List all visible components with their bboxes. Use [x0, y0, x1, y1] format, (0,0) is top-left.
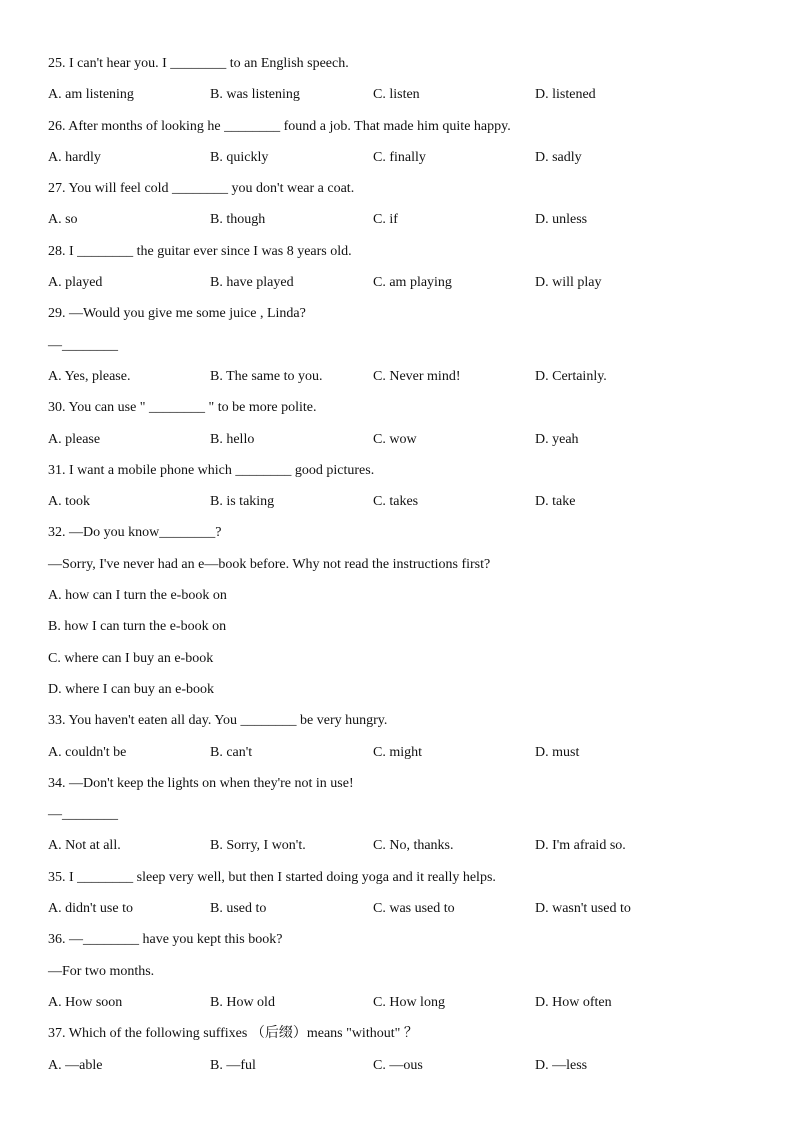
options-row — [48, 992, 768, 1023]
option-c: C. might — [373, 744, 423, 760]
option-a: A. please — [48, 431, 101, 447]
question-stem: 28. I ________ the guitar ever since I was 8 years old. — [48, 243, 352, 259]
option-c: C. How long — [373, 994, 445, 1010]
options-row — [48, 366, 768, 397]
option-d: D. unless — [535, 212, 588, 228]
option-a: A. am listening — [48, 87, 134, 103]
option-b: B. is taking — [210, 494, 275, 510]
options-row — [48, 272, 768, 303]
option-c: C. wow — [373, 431, 417, 447]
option-d: D. wasn't used to — [535, 901, 631, 917]
question-stem: 32. —Do you know________? — [48, 525, 222, 541]
question-3 — [48, 178, 768, 241]
option-c: C. Never mind! — [373, 368, 461, 384]
option-d: D. where I can buy an e-book — [48, 681, 214, 697]
exam-questions — [48, 53, 768, 1086]
option-a: A. took — [48, 494, 90, 510]
options-row — [48, 835, 768, 866]
options-row — [48, 1055, 768, 1086]
dialogue-line: —For two months. — [48, 963, 155, 979]
option-a: A. Not at all. — [48, 838, 121, 854]
option-d: D. listened — [535, 87, 596, 103]
question-7 — [48, 460, 768, 523]
question-stem: 37. Which of the following suffixes （后缀）means "without" ？ — [48, 1026, 418, 1042]
options-row — [48, 429, 768, 460]
option-c: C. was used to — [373, 901, 455, 917]
options-row — [48, 147, 768, 178]
option-a: A. didn't use to — [48, 901, 133, 917]
option-b: B. have played — [210, 275, 294, 291]
option-d: D. yeah — [535, 431, 579, 447]
option-b: B. though — [210, 212, 266, 228]
question-10 — [48, 773, 768, 867]
question-stem: 34. —Don't keep the lights on when they're not in use! — [48, 775, 354, 791]
question-4 — [48, 241, 768, 304]
option-d: D. must — [535, 744, 580, 760]
question-1 — [48, 53, 768, 116]
option-a: A. so — [48, 212, 78, 228]
option-c: C. finally — [373, 149, 426, 165]
question-11 — [48, 867, 768, 930]
question-stem: 27. You will feel cold ________ you don't wear a coat. — [48, 181, 355, 197]
question-5 — [48, 303, 768, 397]
option-c: C. listen — [373, 87, 420, 103]
question-stem: 30. You can use " ________ " to be more polite. — [48, 400, 317, 416]
question-stem: 25. I can't hear you. I ________ to an English speech. — [48, 56, 349, 71]
option-c: C. where can I buy an e-book — [48, 650, 214, 666]
question-stem: 26. After months of looking he ________ found a job. That made him quite happy. — [48, 118, 511, 134]
option-b: B. hello — [210, 431, 255, 447]
question-2 — [48, 116, 768, 179]
dialogue-line: —Sorry, I've never had an e—book before. Why not read the instructions first? — [48, 556, 491, 572]
option-d: D. —less — [535, 1057, 588, 1073]
question-stem: 35. I ________ sleep very well, but then I started doing yoga and it really helps. — [48, 869, 496, 885]
option-a: A. —able — [48, 1057, 103, 1073]
option-b: B. The same to you. — [210, 368, 323, 384]
option-d: D. will play — [535, 275, 602, 291]
option-d: D. Certainly. — [535, 368, 607, 384]
option-b: B. how I can turn the e-book on — [48, 619, 227, 635]
question-12 — [48, 929, 768, 1023]
dialogue-line: —________ — [48, 337, 118, 353]
option-d: D. take — [535, 494, 576, 510]
option-b: B. How old — [210, 994, 275, 1010]
option-c: C. if — [373, 212, 398, 228]
question-13 — [48, 1023, 768, 1086]
option-b: B. used to — [210, 901, 267, 917]
option-c: C. —ous — [373, 1057, 423, 1073]
option-a: A. Yes, please. — [48, 368, 131, 384]
options-row — [48, 491, 768, 522]
question-stem: 29. —Would you give me some juice , Linda? — [48, 306, 306, 322]
options-row — [48, 898, 768, 929]
option-a: A. how can I turn the e-book on — [48, 588, 227, 604]
option-d: D. How often — [535, 994, 612, 1010]
option-b: B. —ful — [210, 1057, 256, 1073]
option-a: A. hardly — [48, 149, 101, 165]
question-6 — [48, 397, 768, 460]
option-c: C. No, thanks. — [373, 838, 454, 854]
question-stem: 36. —________ have you kept this book? — [48, 932, 283, 948]
option-a: A. couldn't be — [48, 744, 127, 760]
question-8 — [48, 522, 768, 710]
option-b: B. can't — [210, 744, 253, 760]
option-a: A. played — [48, 275, 103, 291]
option-c: C. takes — [373, 494, 419, 510]
option-d: D. I'm afraid so. — [535, 838, 626, 854]
options-row — [48, 742, 768, 773]
options-row — [48, 84, 768, 115]
option-b: B. quickly — [210, 149, 269, 165]
option-d: D. sadly — [535, 149, 582, 165]
option-c: C. am playing — [373, 275, 452, 291]
question-stem: 33. You haven't eaten all day. You ________ be very hungry. — [48, 713, 388, 729]
option-b: B. Sorry, I won't. — [210, 838, 306, 854]
options-row — [48, 209, 768, 240]
option-a: A. How soon — [48, 994, 123, 1010]
dialogue-line: —________ — [48, 807, 118, 823]
question-stem: 31. I want a mobile phone which ________ good pictures. — [48, 462, 375, 478]
option-b: B. was listening — [210, 87, 300, 103]
question-9 — [48, 710, 768, 773]
